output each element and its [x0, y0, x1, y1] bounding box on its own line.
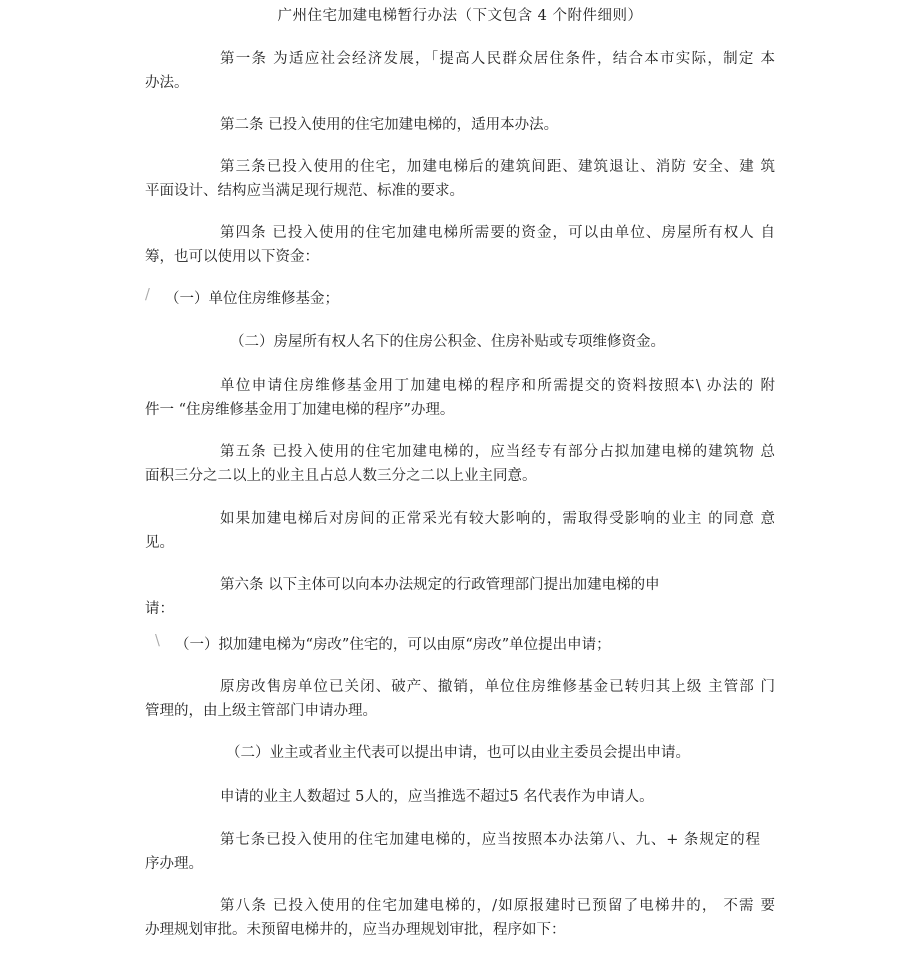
article-7-line-1: 第七条已投入使用的住宅加建电梯的，应当按照本办法第八、九、+ 条规定的程 [220, 832, 760, 848]
fund-item-1: （一）单位住房维修基金； [165, 291, 339, 307]
scan-mark: \ [155, 633, 160, 649]
article-8-line-1: 第八条 已投入使用的住宅加建电梯的，/如原报建时已预留了电梯井的， 不需 要 [220, 898, 775, 914]
fund-item-2: （二）房屋所有权人名下的住房公积金、住房补贴或专项维修资金。 [230, 334, 665, 350]
article-6-line-1: 第六条 以下主体可以向本办法规定的行政管理部门提出加建电梯的申 [220, 577, 660, 593]
article-5-line-1: 第五条 已投入使用的住宅加建电梯的，应当经专有部分占拟加建电梯的建筑物 总 [220, 444, 775, 460]
lighting-consent-line-1: 如果加建电梯后对房间的正常采光有较大影响的，需取得受影响的业主 的同意 意 [220, 511, 775, 527]
fund-procedure-line-2: 件一 “住房维修基金用丁加建电梯的程序”办理。 [145, 402, 455, 418]
article-7-line-2: 序办理。 [145, 856, 203, 872]
document-title: 广州住宅加建电梯暂行办法（下文包含 4 个附件细则） [277, 8, 643, 24]
article-3-line-1: 第三条已投入使用的住宅，加建电梯后的建筑间距、建筑退让、消防 安全、建 筑 [220, 159, 775, 175]
article-1-line-2: 办法。 [145, 75, 189, 91]
applicant-item-1: （一）拟加建电梯为“房改”住宅的，可以由原“房改”单位提出申请； [175, 637, 611, 653]
applicant-item-2: （二）业主或者业主代表可以提出申请，也可以由业主委员会提出申请。 [226, 745, 690, 761]
representative-rule: 申请的业主人数超过 5人的，应当推选不超过5 名代表作为申请人。 [220, 789, 654, 805]
article-4-line-1: 第四条 已投入使用的住宅加建电梯所需要的资金，可以由单位、房屋所有权人 自 [220, 225, 775, 241]
article-6-line-2: 请： [145, 601, 174, 617]
lighting-consent-line-2: 见。 [145, 535, 174, 551]
article-2-line-1: 第二条 已投入使用的住宅加建电梯的，适用本办法。 [220, 117, 559, 133]
fund-procedure-line-1: 单位申请住房维修基金用丁加建电梯的程序和所需提交的资料按照本\ 办法的 附 [220, 378, 775, 394]
article-1-line-1: 第一条 为适应社会经济发展，「提高人民群众居住条件，结合本市实际，制定 本 [220, 51, 775, 67]
scan-mark: / [145, 287, 150, 303]
reform-unit-line-1: 原房改售房单位已关闭、破产、撤销，单位住房维修基金已转归其上级 主管部 门 [220, 679, 775, 695]
reform-unit-line-2: 管理的，由上级主管部门申请办理。 [145, 703, 377, 719]
article-4-line-2: 筹，也可以使用以下资金： [145, 249, 319, 265]
article-3-line-2: 平面设计、结构应当满足现行规范、标准的要求。 [145, 183, 464, 199]
article-5-line-2: 面积三分之二以上的业主且占总人数三分之二以上业主同意。 [145, 468, 537, 484]
article-8-line-2: 办理规划审批。未预留电梯井的，应当办理规划审批，程序如下： [145, 922, 566, 938]
